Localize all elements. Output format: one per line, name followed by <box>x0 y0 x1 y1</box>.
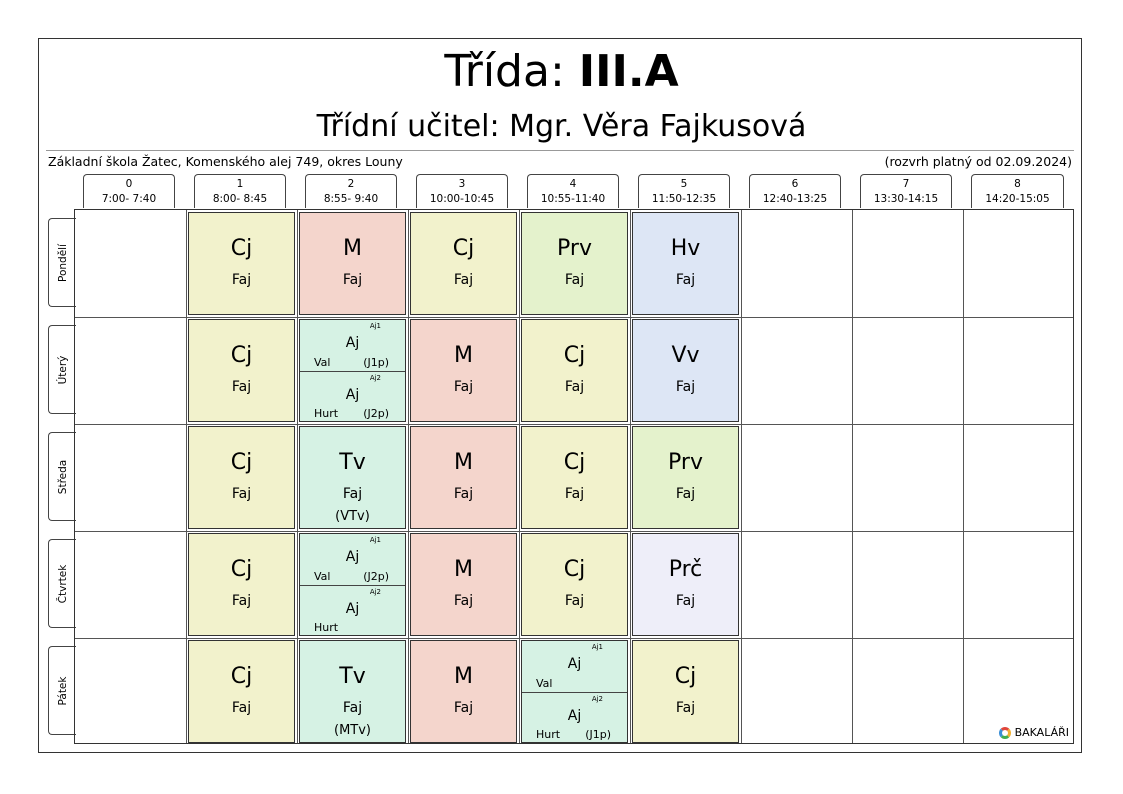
hour-number: 4 <box>569 178 577 190</box>
hour-number: 6 <box>791 178 799 190</box>
room-label: (J2p) <box>363 569 389 583</box>
teacher-abbr: Faj <box>231 700 252 716</box>
teacher-abbr: Faj <box>231 272 252 288</box>
teacher-abbr: Faj <box>342 700 363 716</box>
validity-date: (rozvrh platný od 02.09.2024) <box>884 154 1072 169</box>
teacher-abbr: Val <box>314 355 331 369</box>
lesson-cell[interactable] <box>521 426 628 529</box>
teacher-abbr: Faj <box>342 272 363 288</box>
lesson-cell[interactable] <box>410 319 517 422</box>
teacher-abbr: Hurt <box>314 621 339 634</box>
subject-abbr: Aj <box>567 656 582 672</box>
subject-abbr: Vv <box>671 343 700 368</box>
grid-column-divider <box>408 210 409 743</box>
group-label: Aj1 <box>369 322 381 330</box>
day-label-tab <box>48 646 76 735</box>
hour-number: 7 <box>902 178 910 190</box>
grid-row-divider <box>75 638 1073 639</box>
lesson-cell[interactable] <box>299 533 406 636</box>
teacher-abbr: Val <box>536 676 553 690</box>
subject-abbr: M <box>454 343 473 368</box>
hour-number: 5 <box>680 178 688 190</box>
subject-abbr: Cj <box>674 664 697 689</box>
hour-header-4 <box>527 174 619 208</box>
hour-time: 14:20-15:05 <box>985 193 1050 205</box>
page-title <box>0 44 1123 100</box>
teacher-abbr: Faj <box>453 593 474 609</box>
group-label: Aj2 <box>369 587 381 596</box>
subject-abbr: Aj <box>345 386 360 403</box>
subject-abbr: Prv <box>668 450 703 475</box>
bakalari-logo <box>999 726 1069 740</box>
teacher-abbr: Faj <box>564 486 585 502</box>
teacher-abbr: Faj <box>675 379 696 395</box>
subject-abbr: M <box>343 236 362 261</box>
subject-abbr: Aj <box>567 707 582 724</box>
grid-column-divider <box>630 210 631 743</box>
day-label: Pátek <box>56 676 69 705</box>
teacher-abbr: Faj <box>342 486 363 502</box>
hour-header-6 <box>749 174 841 208</box>
grid-column-divider <box>963 210 964 743</box>
subject-abbr: Tv <box>339 450 366 475</box>
grid-row-divider <box>75 531 1073 532</box>
group-lesson <box>522 641 627 692</box>
day-label: Úterý <box>56 355 69 384</box>
group-label: Aj1 <box>369 536 381 544</box>
subject-abbr: Aj <box>345 549 360 565</box>
title-prefix: Třída: <box>444 46 579 97</box>
lesson-cell[interactable] <box>632 212 739 315</box>
lesson-cell[interactable] <box>299 640 406 743</box>
lesson-cell[interactable] <box>188 319 295 422</box>
subject-abbr: Cj <box>230 664 253 689</box>
group-label: Aj2 <box>369 373 381 382</box>
teacher-abbr: Faj <box>453 272 474 288</box>
lesson-cell[interactable] <box>188 533 295 636</box>
teacher-abbr: Hurt <box>314 407 339 420</box>
group-label: Aj2 <box>591 694 603 703</box>
class-name: III.A <box>578 46 679 97</box>
subject-abbr: Prv <box>557 236 592 261</box>
class-teacher: Třídní učitel: Mgr. Věra Fajkusová <box>316 109 807 144</box>
lesson-cell[interactable] <box>188 212 295 315</box>
hour-header-5 <box>638 174 730 208</box>
teacher-abbr: Faj <box>675 486 696 502</box>
subject-abbr: Cj <box>230 557 253 582</box>
hour-header-7 <box>860 174 952 208</box>
subject-abbr: Cj <box>230 450 253 475</box>
hour-header-1 <box>194 174 286 208</box>
subject-abbr: Cj <box>230 343 253 368</box>
teacher-abbr: Faj <box>564 379 585 395</box>
hour-time: 8:55- 9:40 <box>323 193 379 205</box>
teacher-abbr: Faj <box>564 272 585 288</box>
subject-abbr: Aj <box>345 600 360 617</box>
lesson-cell[interactable] <box>410 533 517 636</box>
hour-time: 7:00- 7:40 <box>101 193 157 205</box>
subject-abbr: Aj <box>345 335 360 351</box>
teacher-abbr: Faj <box>231 593 252 609</box>
day-label-tab <box>48 325 76 414</box>
grid-column-divider <box>852 210 853 743</box>
grid-column-divider <box>741 210 742 743</box>
lesson-cell[interactable] <box>632 426 739 529</box>
hour-header-8 <box>971 174 1064 208</box>
bakalari-logo-icon <box>999 727 1011 739</box>
teacher-abbr: Faj <box>453 379 474 395</box>
teacher-abbr: Faj <box>453 700 474 716</box>
subject-abbr: Prč <box>668 557 703 582</box>
subject-abbr: Cj <box>563 450 586 475</box>
timetable-grid <box>74 209 1074 744</box>
lesson-cell[interactable] <box>521 212 628 315</box>
room-label: (J1p) <box>363 355 389 369</box>
hour-number: 3 <box>458 178 466 190</box>
room-label: (VTv) <box>335 509 370 524</box>
hour-number: 0 <box>125 178 133 190</box>
hour-number: 2 <box>347 178 355 190</box>
room-label: (J2p) <box>363 407 389 420</box>
subject-abbr: M <box>454 450 473 475</box>
lesson-cell[interactable] <box>410 426 517 529</box>
day-label-tab <box>48 539 76 628</box>
header-divider <box>46 150 1074 151</box>
subject-abbr: Cj <box>563 343 586 368</box>
hour-time: 8:00- 8:45 <box>212 193 268 205</box>
lesson-cell[interactable] <box>188 426 295 529</box>
hour-number: 8 <box>1014 178 1021 190</box>
teacher-abbr: Val <box>314 569 331 583</box>
hour-time: 10:00-10:45 <box>429 193 495 205</box>
lesson-cell[interactable] <box>299 426 406 529</box>
subject-abbr: Cj <box>452 236 475 261</box>
grid-row-divider <box>75 317 1073 318</box>
group-label: Aj1 <box>591 643 603 651</box>
lesson-cell[interactable] <box>632 319 739 422</box>
subject-abbr: Cj <box>563 557 586 582</box>
school-name: Základní škola Žatec, Komenského alej 749, okres Louny <box>48 154 403 169</box>
lesson-cell[interactable] <box>410 212 517 315</box>
logo-label: BAKALÁŘI <box>1014 726 1069 739</box>
day-label: Středa <box>56 459 69 494</box>
group-lesson <box>300 320 405 371</box>
hour-time: 11:50-12:35 <box>651 193 717 205</box>
teacher-abbr: Faj <box>564 593 585 609</box>
day-label-tab <box>48 432 76 521</box>
grid-column-divider <box>519 210 520 743</box>
lesson-cell[interactable] <box>632 640 739 743</box>
group-lesson <box>300 534 405 585</box>
hour-header-3 <box>416 174 508 208</box>
grid-column-divider <box>297 210 298 743</box>
teacher-abbr: Faj <box>675 700 696 716</box>
group-lesson <box>522 692 627 744</box>
lesson-cell[interactable] <box>299 319 406 422</box>
subject-abbr: M <box>454 557 473 582</box>
hour-time: 10:55-11:40 <box>540 193 606 205</box>
lesson-cell[interactable] <box>410 640 517 743</box>
subject-abbr: Hv <box>670 236 701 261</box>
hour-time: 13:30-14:15 <box>873 193 939 205</box>
grid-row-divider <box>75 424 1073 425</box>
room-label: (J1p) <box>585 728 611 741</box>
hour-header-0 <box>83 174 175 208</box>
lesson-cell[interactable] <box>299 212 406 315</box>
lesson-cell[interactable] <box>632 533 739 636</box>
group-lesson <box>300 585 405 637</box>
subject-abbr: M <box>454 664 473 689</box>
teacher-abbr: Hurt <box>536 728 561 741</box>
teacher-abbr: Faj <box>453 486 474 502</box>
hour-number: 1 <box>236 178 244 190</box>
hour-time: 12:40-13:25 <box>762 193 828 205</box>
day-label: Pondělí <box>56 243 69 282</box>
teacher-abbr: Faj <box>675 593 696 609</box>
lesson-cell[interactable] <box>521 640 628 743</box>
teacher-abbr: Faj <box>231 486 252 502</box>
teacher-abbr: Faj <box>231 379 252 395</box>
lesson-cell[interactable] <box>188 640 295 743</box>
day-label-tab <box>48 218 76 307</box>
room-label: (MTv) <box>334 723 371 738</box>
subject-abbr: Cj <box>230 236 253 261</box>
lesson-cell[interactable] <box>521 533 628 636</box>
day-label: Čtvrtek <box>56 564 69 603</box>
grid-column-divider <box>186 210 187 743</box>
group-lesson <box>300 371 405 423</box>
subject-abbr: Tv <box>339 664 366 689</box>
hour-header-2 <box>305 174 397 208</box>
teacher-abbr: Faj <box>675 272 696 288</box>
lesson-cell[interactable] <box>521 319 628 422</box>
